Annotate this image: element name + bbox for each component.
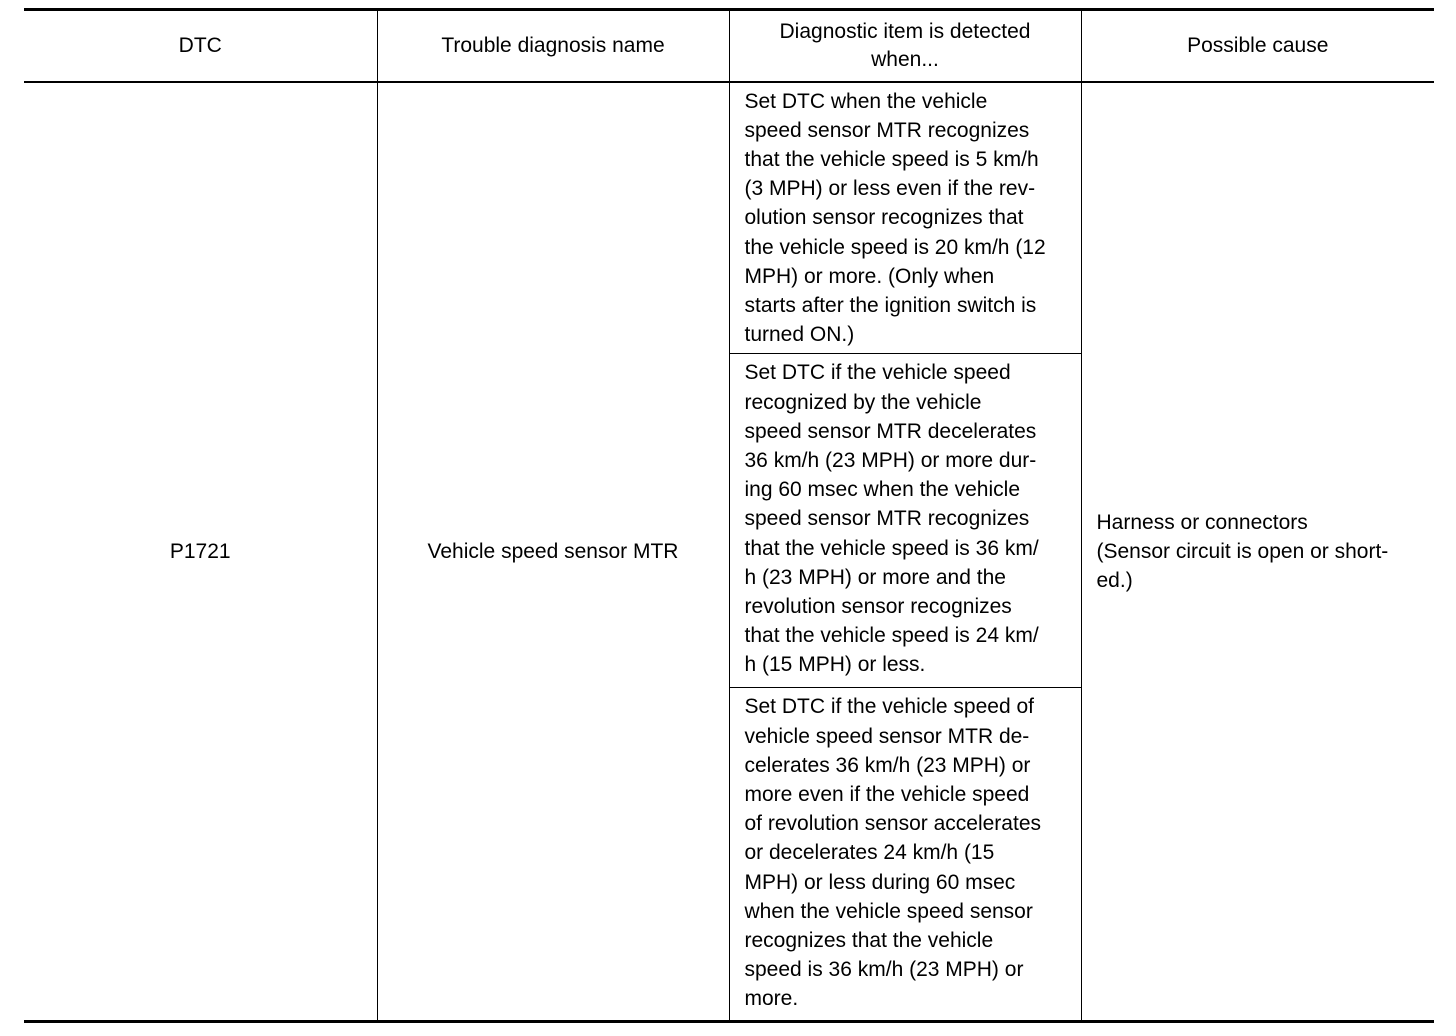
condition-line: more. [744,987,799,1011]
condition-line: that the vehicle speed is 5 km/h [744,147,1039,171]
condition-line: recognizes that the vehicle [744,928,994,952]
condition-line: or decelerates 24 km/h (15 [744,841,995,865]
condition-line: of revolution sensor accelerates [744,812,1041,836]
condition-line: MPH) or more. (Only when [744,264,995,288]
cause-line: Harness or connectors [1096,510,1308,534]
dtc-code-cell: P1721 [24,82,377,1022]
header-detected-when [729,10,1081,82]
diagnosis-name-cell: Vehicle speed sensor MTR [377,82,729,1022]
condition-cell-3 [729,688,1081,1022]
condition-line: turned ON.) [744,323,855,347]
condition-line: celerates 36 km/h (23 MPH) or [744,753,1031,777]
header-detected-line: when... [871,47,939,71]
condition-line: Set DTC when the vehicle [744,89,988,113]
condition-line: revolution sensor recognizes [744,594,1012,618]
condition-line: 36 km/h (23 MPH) or more dur- [744,448,1037,472]
condition-line: that the vehicle speed is 24 km/ [744,624,1039,648]
condition-line: that the vehicle speed is 36 km/ [744,536,1039,560]
condition-line: olution sensor recognizes that [744,206,1024,230]
header-trouble-diagnosis-name: Trouble diagnosis name [377,10,729,82]
cause-line: (Sensor circuit is open or short- [1096,539,1389,563]
condition-line: ing 60 msec when the vehicle [744,478,1020,502]
cause-line: ed.) [1096,569,1133,593]
header-row [24,10,1434,82]
condition-line: h (23 MPH) or more and the [744,565,1006,589]
condition-cell-2 [729,354,1081,688]
condition-line: MPH) or less during 60 msec [744,870,1016,894]
header-dtc: DTC [24,10,377,82]
condition-line: (3 MPH) or less even if the rev- [744,177,1036,201]
condition-line: speed sensor MTR decelerates [744,419,1037,443]
condition-line: speed sensor MTR recognizes [744,118,1030,142]
header-possible-cause: Possible cause [1081,10,1434,82]
condition-line: h (15 MPH) or less. [744,653,926,677]
table-row [24,82,1434,354]
condition-line: speed sensor MTR recognizes [744,507,1030,531]
condition-line: vehicle speed sensor MTR de- [744,724,1030,748]
dtc-table [24,8,1434,1023]
condition-cell-1 [729,82,1081,354]
condition-line: the vehicle speed is 20 km/h (12 [744,235,1046,259]
condition-line: more even if the vehicle speed [744,782,1030,806]
condition-line: when the vehicle speed sensor [744,899,1033,923]
condition-line: Set DTC if the vehicle speed of [744,695,1034,719]
possible-cause-cell [1081,82,1434,1022]
condition-line: recognized by the vehicle [744,390,982,414]
condition-line: speed is 36 km/h (23 MPH) or [744,958,1024,982]
condition-line: starts after the ignition switch is [744,293,1037,317]
header-detected-line: Diagnostic item is detected [779,19,1031,43]
condition-line: Set DTC if the vehicle speed [744,361,1011,385]
